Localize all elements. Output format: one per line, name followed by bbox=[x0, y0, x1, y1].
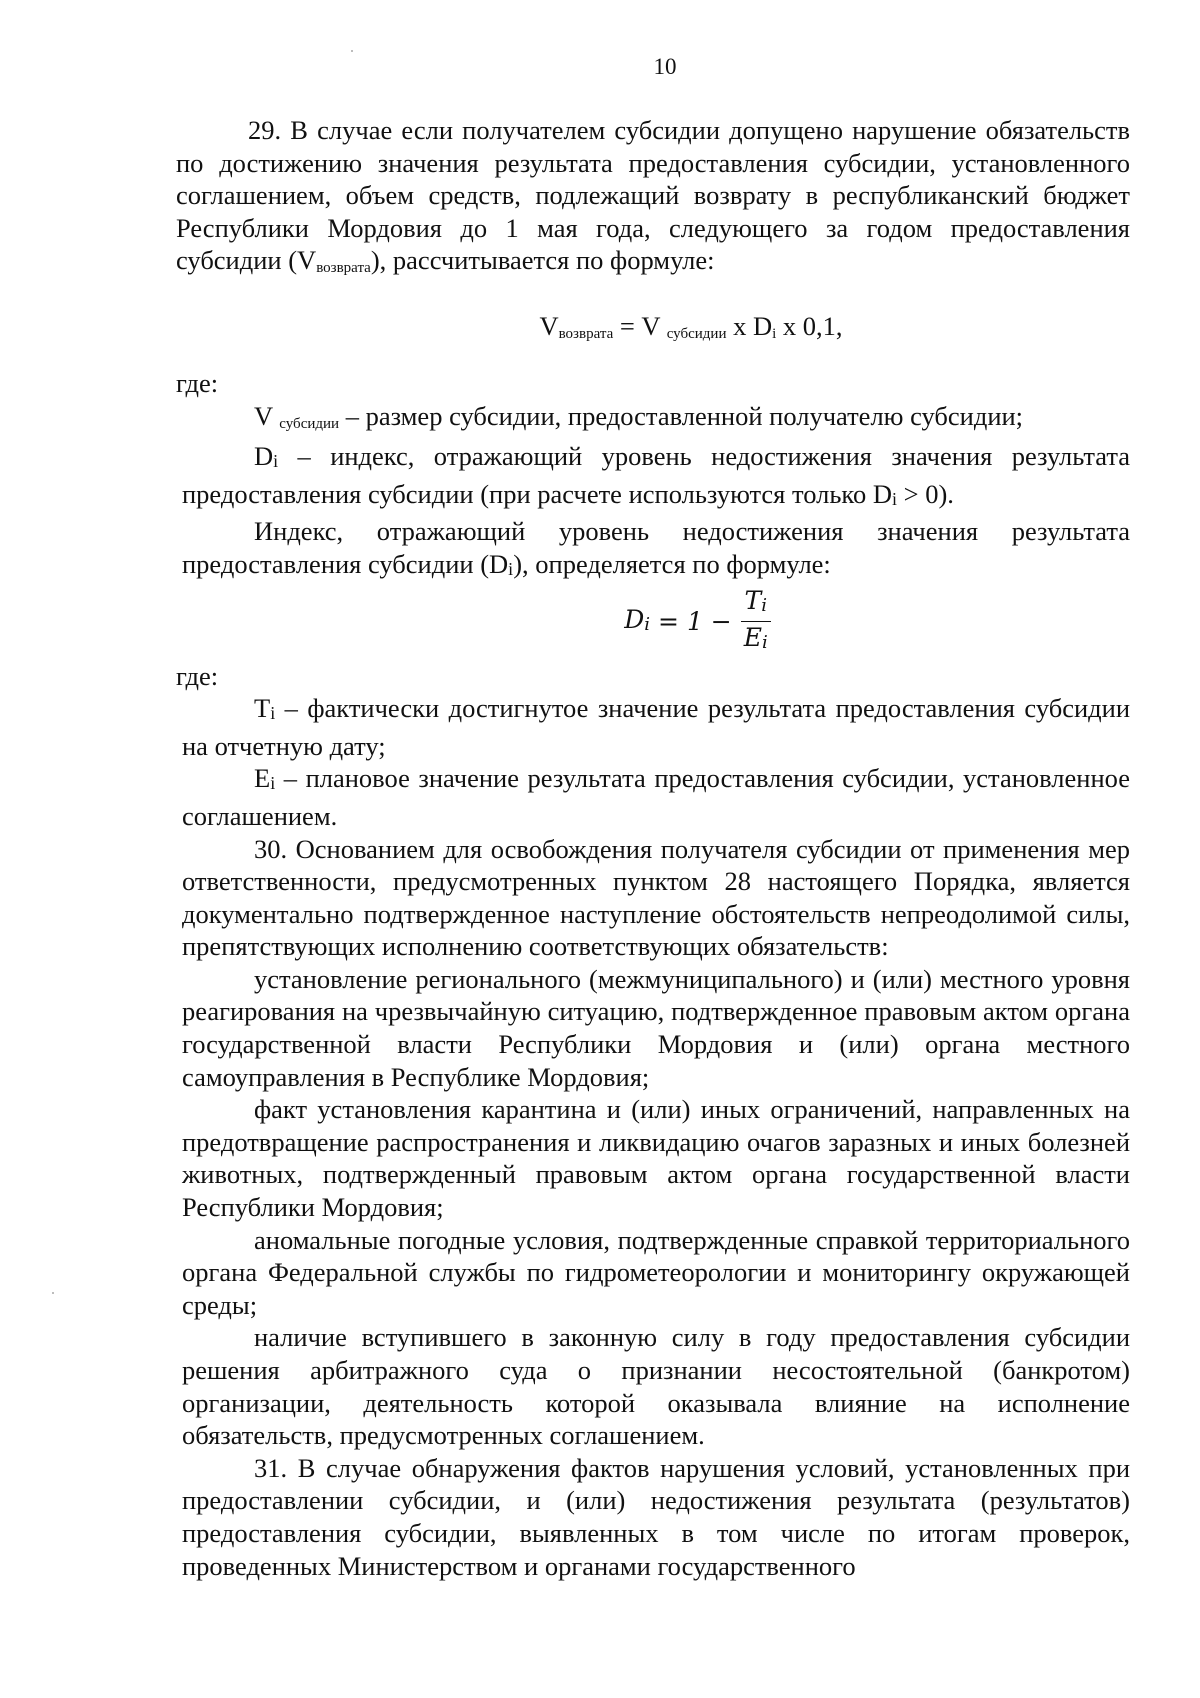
def-v-text: – размер субсидии, предоставленной получателю субсидии; bbox=[339, 400, 1024, 431]
index-paragraph bbox=[182, 515, 1130, 585]
where-label-1: где: bbox=[176, 367, 219, 398]
formula2-numerator: T bbox=[744, 586, 762, 616]
paragraph-29-subscript: возврата bbox=[316, 260, 371, 277]
def-t-sub: i bbox=[270, 703, 276, 724]
formula1-subsidy-sub: субсидии bbox=[666, 325, 727, 342]
index-para-a: Индекс, отражающий уровень недостижения значения результата предоставления субсидии (D bbox=[182, 516, 1130, 579]
formula1-v-sub: возврата bbox=[558, 325, 614, 342]
formula2-lhs-sub: i bbox=[644, 613, 651, 635]
formula1-tail: x 0,1, bbox=[776, 310, 843, 341]
index-para-b: ), определяется по формуле: bbox=[513, 548, 831, 579]
def-d-sub2: i bbox=[891, 488, 897, 509]
formula1-v: V bbox=[539, 310, 559, 341]
definition-d-index bbox=[182, 440, 1130, 515]
paragraph-29 bbox=[176, 114, 1130, 285]
definition-e bbox=[182, 762, 1130, 832]
def-d-tail: > 0). bbox=[897, 478, 954, 509]
page-number: 10 bbox=[653, 54, 677, 79]
formula2-denominator: E bbox=[743, 623, 762, 653]
formula1-eq: = V bbox=[613, 310, 667, 341]
def-e-text: – плановое значение результата предоставления субсидии, установленное соглашением. bbox=[182, 763, 1130, 831]
formula-return-volume bbox=[176, 301, 1130, 351]
formula1-times-d: x D bbox=[726, 310, 773, 341]
formula1-i-sub: i bbox=[772, 325, 777, 342]
formula2-fraction bbox=[740, 586, 772, 659]
formula2-eq: = 1 − bbox=[658, 607, 732, 637]
document-body bbox=[176, 114, 1130, 1582]
def-d-sub: i bbox=[273, 451, 279, 472]
paragraph-30: 30. Основанием для освобождения получателя субсидии от применения мер ответственности, предусмотренных пунктом 28 настоящего Порядка, является документально подтвержденное наступление обстоятельств непреодолимой силы, препятствующих исполнению соответствующих обязательств: bbox=[182, 833, 1130, 962]
scan-speck bbox=[351, 50, 353, 52]
definition-t bbox=[182, 692, 1130, 762]
def-v-sub: субсидии bbox=[279, 415, 340, 432]
paragraph-30-item-2: факт установления карантина и (или) иных ограничений, направленных на предотвращение распространения и ликвидацию очагов заразных и иных болезней животных, подтвержденный правовым актом органа государственной власти Республики Мордовия; bbox=[182, 1094, 1130, 1223]
scan-speck bbox=[52, 1292, 54, 1294]
def-v-symbol: V bbox=[254, 400, 280, 431]
def-e-sub: i bbox=[270, 773, 276, 794]
where-label-2: где: bbox=[176, 660, 219, 691]
formula-index bbox=[176, 586, 1130, 660]
formula2-denominator-sub: i bbox=[762, 632, 768, 654]
paragraph-29-tail: ), рассчитывается по формуле: bbox=[370, 245, 715, 276]
paragraph-30-item-1: установление регионального (межмуниципального) и (или) местного уровня реагирования на чрезвычайную ситуацию, подтвержденное правовым актом органа государственной власти Республики Мордовия и (или) органа местного самоуправления в Республике Мордовия; bbox=[182, 963, 1130, 1092]
def-t-symbol: T bbox=[254, 693, 271, 724]
paragraph-29-text: 29. В случае если получателем субсидии допущено нарушение обязательств по достижению значения результата предоставления субсидии, установленного соглашением, объем средств, подлежащий возврату в республиканский бюджет Республики Мордовия до 1 мая года, следующего за годом предоставления субсидии (V bbox=[176, 115, 1130, 276]
paragraph-31: 31. В случае обнаружения фактов нарушения условий, установленных при предоставлении субсидии, и (или) недостижения результата (результатов) предоставления субсидии, выявленных в том числе по итогам проверок, проведенных Министерством и органами государственного bbox=[182, 1452, 1130, 1581]
def-d-text: – индекс, отражающий уровень недостижения значения результата предоставления субсидии (при расчете используются только D bbox=[182, 441, 1130, 509]
paragraph-30-item-3: аномальные погодные условия, подтвержденные справкой территориального органа Федеральной службы по гидрометеорологии и мониторингу окружающей среды; bbox=[182, 1224, 1130, 1320]
paragraph-30-item-4: наличие вступившего в законную силу в году предоставления субсидии решения арбитражного суда о признании несостоятельной (банкротом) организации, деятельность которой оказывала влияние на исполнение обязательств, предусмотренных соглашением. bbox=[182, 1322, 1130, 1451]
formula2-numerator-sub: i bbox=[761, 595, 767, 617]
def-d-symbol: D bbox=[254, 441, 274, 472]
definitions-block-2 bbox=[176, 692, 1130, 1582]
formula2-lhs: D bbox=[624, 604, 645, 634]
def-e-symbol: E bbox=[254, 763, 271, 794]
definitions-block-1 bbox=[176, 400, 1130, 586]
definition-v-subsidy bbox=[182, 400, 1130, 441]
def-t-text: – фактически достигнутое значение результата предоставления субсидии на отчетную дату; bbox=[182, 693, 1130, 761]
index-para-sub: i bbox=[508, 558, 514, 579]
